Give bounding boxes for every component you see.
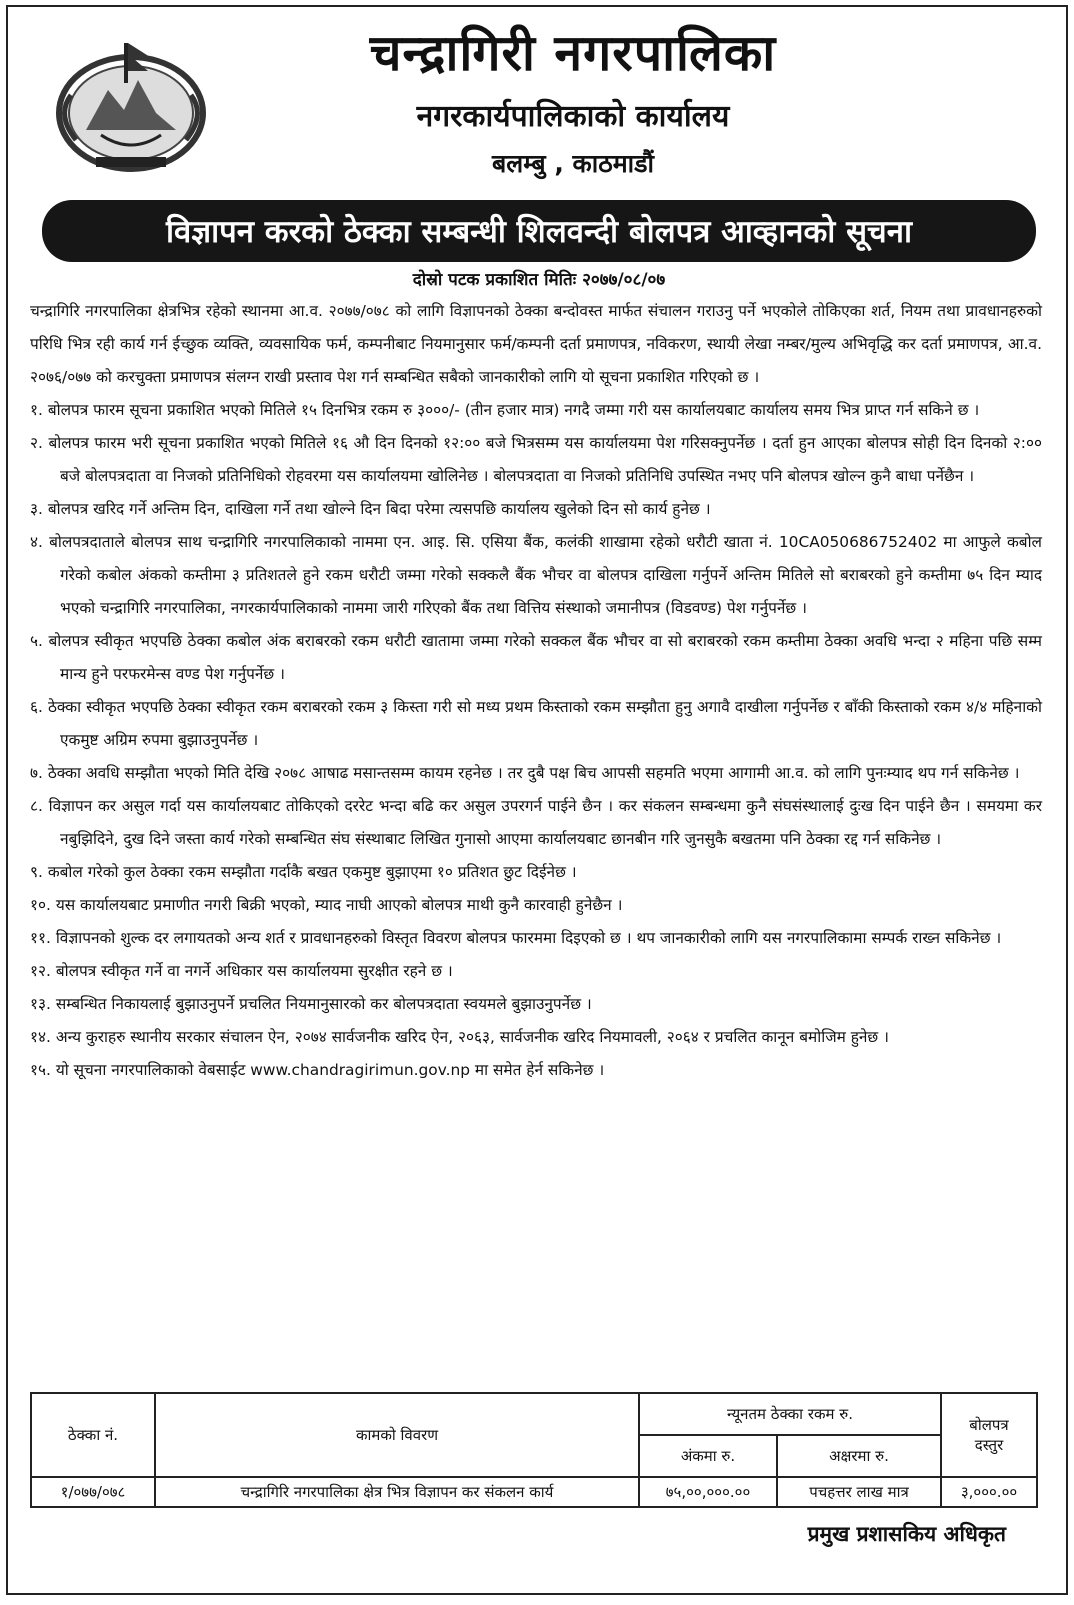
point-text: बोलपत्र स्वीकृत भएपछि ठेक्का कबोल अंक बराबरको रकम धरौटी खातामा जम्मा गरेको सक्कल बैंक भौचर वा सो बराबरको रकम कम्तीमा ठेक्का अवधि भन्दा २ महिना पछि सम्म मान्य हुने परफरमेन्स वण्ड पेश गर्नुपर्नेछ । [48,632,1042,683]
point-text: बोलपत्र स्वीकृत गर्ने वा नगर्ने अधिकार यस कार्यालयमा सुरक्षीत रहने छ । [55,962,453,980]
point-number: ३. [30,500,43,518]
point-number: ११. [30,929,51,947]
header-description: कामको विवरण [155,1393,639,1477]
points-list [30,394,1042,1087]
list-item [30,1021,1042,1054]
notice-title: विज्ञापन करको ठेक्का सम्बन्धी शिलवन्दी बोलपत्र आव्हानको सूचना [166,214,912,250]
point-text: बोलपत्रदाताले बोलपत्र साथ चन्द्रागिरि नगरपालिकाको नाममा एन. आइ. सि. एसिया बैंक, कलंकी शाखामा रहेको धरौटी खाता नं. 10CA050686752402 मा आफुले कबोल गरेको कबोल अंकको कम्तीमा ३ प्रतिशतले हुने रकम धरौटी जम्मा गरेको सक्कलै बैंक भौचर वा बोलपत्र दाखिला गर्नुपर्ने अन्तिम मितिले सो बराबरको हुने कम्तीमा ७५ दिन म्याद भएको चन्द्रागिरि नगरपालिका, नगरकार्यपालिकाको नाममा जारी गरिएको बैंक तथा वित्तिय संस्थाको जमानीपत्र (विडवण्ड) पेश गर्नुपर्नेछ । [49,533,1042,617]
point-text: बोलपत्र फारम भरी सूचना प्रकाशित भएको मितिले १६ औ दिन दिनको १२:०० बजे भित्रसम्म यस कार्यालयमा पेश गरिसक्नुपर्नेछ । दर्ता हुन आएका बोलपत्र सोही दिन दिनको २:०० बजे बोलपत्रदाता वा निजको प्रतिनिधिको रोहवरमा यस कार्यालयमा खोलिनेछ । बोलपत्रदाता वा निजको प्रतिनिधि उपस्थित नभए पनि बोलपत्र खोल्न कुनै बाधा पर्नेछैन । [48,434,1042,485]
list-item [30,493,1042,526]
header-fee [941,1393,1037,1477]
point-text: बोलपत्र फारम सूचना प्रकाशित भएको मितिले १५ दिनभित्र रकम रु ३०००/- (तीन हजार मात्र) नगदै जम्मा गरी यस कार्यालयबाट कार्यालय समय भित्र प्राप्त गर्न सकिने छ । [47,401,980,419]
notice-body [30,295,1042,1087]
cell-fee: ३,०००.०० [941,1477,1037,1507]
point-number: ९. [30,863,43,881]
header-contract-no: ठेक्का नं. [31,1393,155,1477]
cell-contract-no: १/०७७/०७८ [31,1477,155,1507]
header-fee-line2: दस्तुर [974,1436,1004,1454]
point-text: कबोल गरेको कुल ठेक्का रकम सम्झौता गर्दाकै बखत एकमुष्ट बुझाएमा १० प्रतिशत छुट दिईनेछ । [47,863,577,881]
point-text: अन्य कुराहरु स्थानीय सरकार संचालन ऐन, २०७४ सार्वजनीक खरिद ऐन, २०६३, सार्वजनीक खरिद नियमावली, २०६४ र प्रचलित कानून बमोजिम हुनेछ । [55,1028,889,1046]
point-text: विज्ञापनको शुल्क दर लगायतको अन्य शर्त र प्रावधानहरुको विस्तृत विवरण बोलपत्र फारममा दिइएको छ । थप जानकारीको लागि यस नगरपालिकामा सम्पर्क राख्न सकिनेछ । [55,929,1002,947]
point-number: ५. [30,632,43,650]
header-fee-line1: बोलपत्र [969,1416,1009,1434]
list-item [30,988,1042,1021]
point-number: ७. [30,764,43,782]
header-in-figures: अंकमा रु. [639,1435,777,1477]
point-text: सम्बन्धित निकायलाई बुझाउनुपर्ने प्रचलित नियमानुसारको कर बोलपत्रदाता स्वयमले बुझाउनुपर्नेछ । [55,995,592,1013]
org-title: चन्द्रागिरी नगरपालिका [369,24,777,82]
point-text: बोलपत्र खरिद गर्ने अन्तिम दिन, दाखिला गर्ने तथा खोल्ने दिन बिदा परेमा त्यसपछि कार्यालय खुलेको दिन सो कार्य हुनेछ । [47,500,711,518]
list-item [30,427,1042,493]
list-item [30,889,1042,922]
nepal-government-emblem-icon [46,35,216,175]
notice-banner [42,200,1036,262]
address: बलम्बु , काठमाडौं [491,149,654,178]
list-item [30,526,1042,625]
list-item [30,790,1042,856]
list-item [30,922,1042,955]
table-row [31,1477,1037,1507]
point-number: १३. [30,995,51,1013]
notice-page [6,5,1068,1595]
list-item [30,757,1042,790]
cell-in-figures: ७५,००,०००.०० [639,1477,777,1507]
contract-table-wrapper [30,1392,1038,1508]
header-in-words: अक्षरमा रु. [777,1435,941,1477]
point-number: १५. [30,1061,51,1079]
point-text: विज्ञापन कर असुल गर्दा यस कार्यालयबाट तोकिएको दररेट भन्दा बढि कर असुल उपरगर्न पाईने छैन । कर संकलन सम्बन्धमा कुनै संघसंस्थालाई दुःख दिन पाईने छैन । समयमा कर नबुझिदिने, दुख दिने जस्ता कार्य गरेको सम्बन्धित संघ संस्थाबाट लिखित गुनासो आएमा कार्यालयबाट छानबीन गरि जुनसुकै बखतमा पनि ठेक्का रद्द गर्न सकिनेछ । [48,797,1042,848]
list-item [30,394,1042,427]
header [8,7,1066,207]
point-number: १२. [30,962,51,980]
publication-date: दोस्रो पटक प्रकाशित मितिः २०७७/०८/०७ [412,270,666,290]
signature: प्रमुख प्रशासकिय अधिकृत [807,1522,1006,1546]
point-number: ६. [30,698,43,716]
list-item [30,1054,1042,1087]
header-min-amount: न्यूनतम ठेक्का रकम रु. [639,1393,941,1435]
list-item [30,691,1042,757]
point-number: १. [30,401,43,419]
point-text: यस कार्यालयबाट प्रमाणीत नगरी बिक्री भएको, म्याद नाघी आएको बोलपत्र माथी कुनै कारवाही हुनेछैन । [55,896,623,914]
point-number: १४. [30,1028,51,1046]
list-item [30,856,1042,889]
point-number: ८. [30,797,43,815]
office-title: नगरकार्यपालिकाको कार्यालय [416,99,730,134]
list-item [30,625,1042,691]
cell-in-words: पचहत्तर लाख मात्र [777,1477,941,1507]
point-text: ठेक्का अवधि सम्झौता भएको मिति देखि २०७८ आषाढ मसान्तसम्म कायम रहनेछ । तर दुबै पक्ष बिच आपसी सहमति भएमा आगामी आ.व. को लागि पुनःम्याद थप गर्न सकिनेछ । [47,764,1020,782]
intro-paragraph: चन्द्रागिरि नगरपालिका क्षेत्रभित्र रहेको स्थानमा आ.व. २०७७/०७८ को लागि विज्ञापनको ठेक्का बन्दोवस्त मार्फत संचालन गराउनु पर्ने भएकोले तोकिएका शर्त, नियम तथा प्रावधानहरुको परिधि भित्र रही कार्य गर्न ईच्छुक व्यक्ति, व्यवसायिक फर्म, कम्पनीबाट नियमानुसार फर्म/कम्पनी दर्ता प्रमाणपत्र, नविकरण, स्थायी लेखा नम्बर/मुल्य अभिवृद्धि कर दर्ता प्रमाणपत्र, आ.व. २०७६/०७७ को करचुक्ता प्रमाणपत्र संलग्न राखी प्रस्ताव पेश गर्न सम्बन्धित सबैको जानकारीको लागि यो सूचना प्रकाशित गरिएको छ । [30,302,1042,386]
cell-description: चन्द्रागिरि नगरपालिका क्षेत्र भित्र विज्ञापन कर संकलन कार्य [155,1477,639,1507]
point-number: १०. [30,896,51,914]
point-number: २. [30,434,43,452]
point-text: ठेक्का स्वीकृत भएपछि ठेक्का स्वीकृत रकम बराबरको रकम ३ किस्ता गरी सो मध्य प्रथम किस्ताको रकम सम्झौता हुनु अगावै दाखीला गर्नुपर्नेछ र बाँकी किस्ताको रकम ४/४ महिनाको एकमुष्ट अग्रिम रुपमा बुझाउनुपर्नेछ । [47,698,1042,749]
contract-table [30,1392,1038,1508]
point-text: यो सूचना नगरपालिकाको वेबसाईट www.chandragirimun.gov.np मा समेत हेर्न सकिनेछ । [55,1061,605,1079]
list-item [30,955,1042,988]
point-number: ४. [30,533,43,551]
